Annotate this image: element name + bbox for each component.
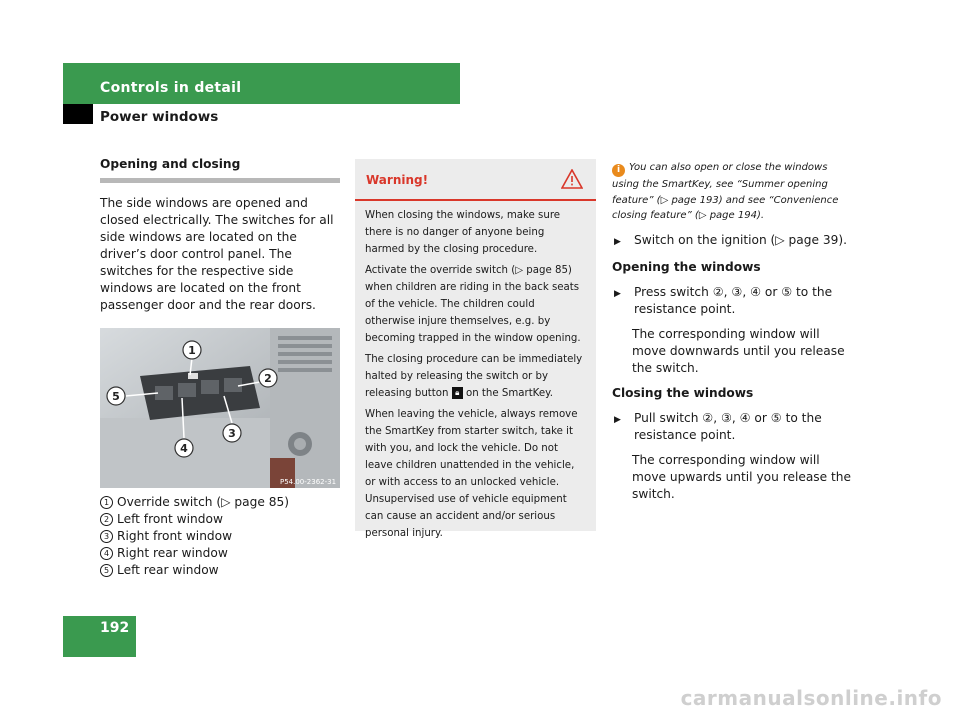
legend-item bbox=[100, 562, 340, 579]
step-text: Pull switch ②, ③, ④ or ⑤ to the resistance point. bbox=[634, 410, 822, 442]
warning-paragraph bbox=[365, 351, 586, 402]
left-column bbox=[100, 156, 340, 579]
smartkey-lock-icon: 🔒︎ bbox=[452, 387, 463, 399]
step-item bbox=[612, 284, 857, 318]
bullet-icon: ▶ bbox=[614, 414, 621, 425]
info-note bbox=[612, 160, 857, 224]
legend-text: Left rear window bbox=[117, 563, 219, 577]
legend-text: Right rear window bbox=[117, 546, 228, 560]
intro-paragraph: The side windows are opened and closed electrically. The switches for all side windows are located on the driver’s door control panel. The switches for the respective side windows are located on the front passenger door and the rear doors. bbox=[100, 196, 334, 312]
closing-heading: Closing the windows bbox=[612, 385, 754, 400]
warning-text: on the SmartKey. bbox=[465, 388, 553, 399]
opening-closing-heading: Opening and closing bbox=[100, 157, 241, 171]
warning-paragraph: When leaving the vehicle, always remove the SmartKey from starter switch, take it with you, and lock the vehicle. Do not leave children unattended in the vehicle, or with access to an unlocked vehicle. Unsupervised use of vehicle equipment can cause an accident and/or serious personal injury. bbox=[365, 409, 578, 539]
step-text: Press switch ②, ③, ④ or ⑤ to the resistance point. bbox=[634, 284, 833, 316]
legend-item bbox=[100, 545, 340, 562]
warning-text: The closing procedure can be immediately halted by releasing the switch or by releasing button bbox=[365, 354, 583, 399]
warning-body bbox=[355, 201, 596, 542]
page-number: 192 bbox=[100, 620, 130, 636]
warning-header bbox=[355, 159, 596, 201]
warning-box bbox=[355, 159, 596, 539]
callout-1: 1 bbox=[188, 344, 196, 357]
callout-2: 2 bbox=[264, 372, 272, 385]
right-column bbox=[612, 160, 857, 503]
opening-heading: Opening the windows bbox=[612, 259, 761, 274]
legend-number: 2 bbox=[100, 513, 113, 526]
legend-number: 4 bbox=[100, 547, 113, 560]
legend-item bbox=[100, 494, 340, 511]
figure-legend bbox=[100, 494, 340, 579]
watermark: carmanualsonline.info bbox=[680, 686, 942, 710]
section-title: Controls in detail bbox=[100, 80, 242, 96]
figure-code: P54.00-2362-31 bbox=[280, 478, 337, 486]
callout-5: 5 bbox=[112, 390, 120, 403]
subsection-title: Power windows bbox=[100, 109, 219, 125]
warning-paragraph: When closing the windows, make sure there is no danger of anyone being harmed by the closing procedure. bbox=[365, 210, 561, 255]
legend-text: Right front window bbox=[117, 529, 233, 543]
legend-number: 1 bbox=[100, 496, 113, 509]
legend-item bbox=[100, 528, 340, 545]
info-text: You can also open or close the windows using the SmartKey, see “Summer opening feature” (▷ page 193) and see “Convenience closing feature” (▷ page 194). bbox=[612, 162, 839, 222]
legend-text: Left front window bbox=[117, 512, 223, 526]
warning-paragraph: Activate the override switch (▷ page 85) when children are riding in the back seats of the vehicle. The children could otherwise injure themselves, e.g. by becoming trapped in the window opening. bbox=[365, 265, 581, 344]
legend-item bbox=[100, 511, 340, 528]
legend-number: 3 bbox=[100, 530, 113, 543]
callout-4: 4 bbox=[180, 442, 188, 455]
bullet-icon: ▶ bbox=[614, 288, 621, 299]
door-panel-illustration bbox=[100, 328, 340, 488]
door-switch-photo bbox=[100, 328, 340, 488]
heading-rule bbox=[100, 178, 340, 183]
legend-text: Override switch (▷ page 85) bbox=[117, 495, 289, 509]
step-result: The corresponding window will move downwards until you release the switch. bbox=[632, 326, 845, 375]
step-item bbox=[612, 232, 857, 251]
warning-triangle-icon bbox=[561, 169, 583, 189]
info-icon: i bbox=[612, 164, 625, 177]
bullet-icon: ▶ bbox=[614, 236, 621, 247]
step-result: The corresponding window will move upwards until you release the switch. bbox=[632, 452, 852, 501]
legend-number: 5 bbox=[100, 564, 113, 577]
step-item bbox=[612, 410, 857, 444]
warning-title: Warning! bbox=[366, 173, 429, 187]
header-marker bbox=[63, 104, 93, 124]
callout-3: 3 bbox=[228, 427, 236, 440]
step-text: Switch on the ignition (▷ page 39). bbox=[634, 232, 848, 247]
